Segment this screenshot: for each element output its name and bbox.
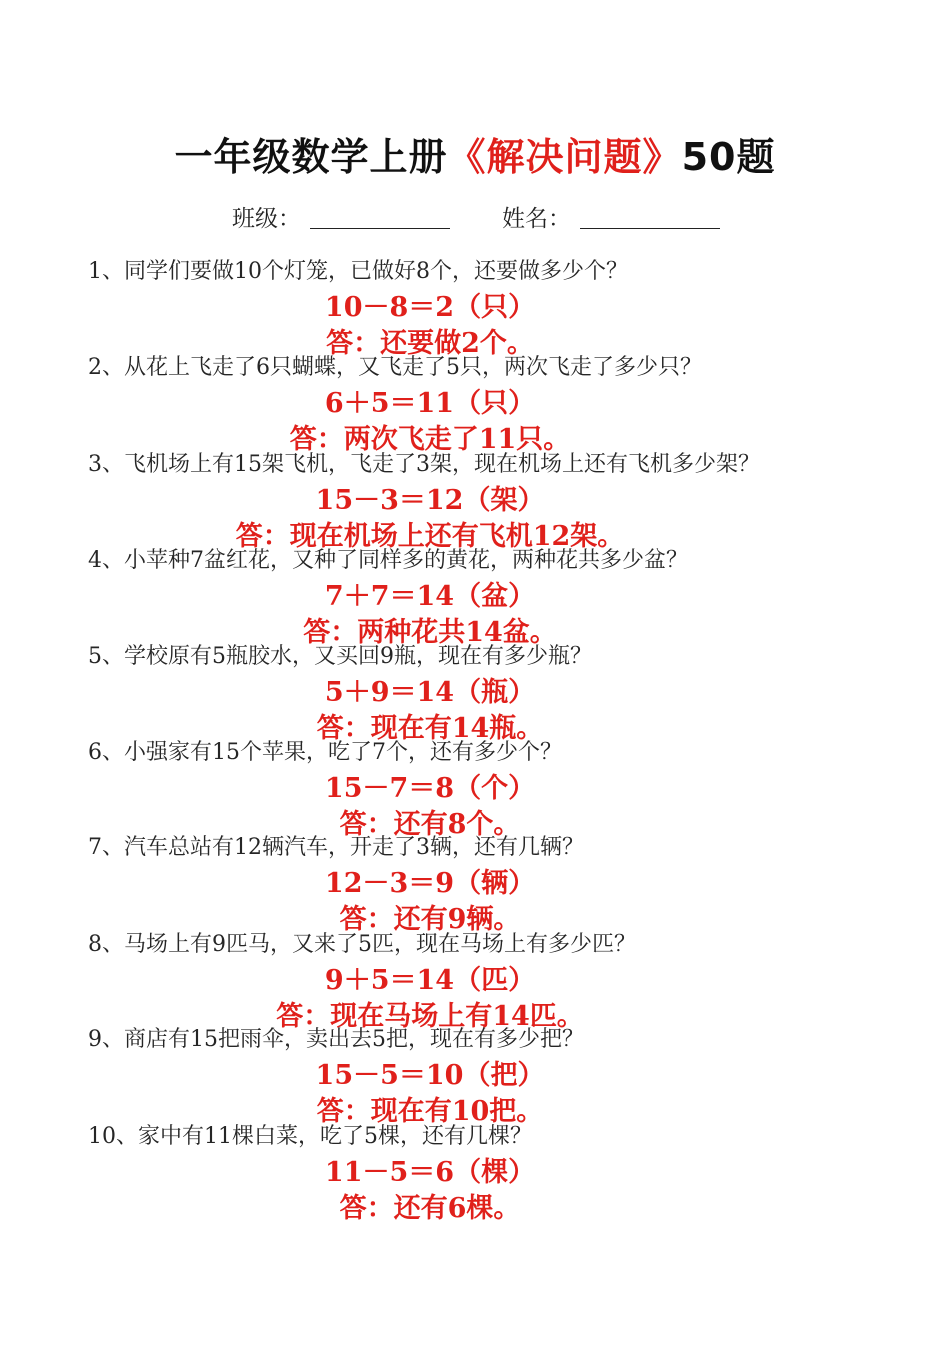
page-title bbox=[0, 126, 950, 181]
question-equation: 11－5＝6（棵） bbox=[324, 1157, 536, 1188]
student-info-row bbox=[0, 196, 950, 236]
question-answer: 答：现在有10把。 bbox=[316, 1096, 544, 1127]
question-answer: 答：两种花共14盆。 bbox=[303, 617, 557, 648]
question-answer: 答：现在有14瓶。 bbox=[316, 713, 544, 744]
question-text: 10、家中有11棵白菜，吃了5棵，还有几棵？ bbox=[88, 1124, 532, 1149]
question-text: 5、学校原有5瓶胶水，又买回9瓶，现在有多少瓶？ bbox=[88, 644, 592, 669]
question-equation: 12－3＝9（辆） bbox=[324, 868, 536, 899]
question-equation: 5＋9＝14（瓶） bbox=[324, 677, 536, 708]
question-answer: 答：还有6棵。 bbox=[339, 1193, 521, 1224]
question-equation: 7＋7＝14（盆） bbox=[324, 581, 536, 612]
class-label: 班级： bbox=[232, 206, 301, 232]
question-equation: 15－5＝10（把） bbox=[315, 1060, 545, 1091]
question-equation: 6＋5＝11（只） bbox=[324, 388, 536, 419]
question-answer: 答：还要做2个。 bbox=[326, 328, 534, 359]
title-tail: 50题 bbox=[681, 135, 776, 179]
question-text: 4、小苹种7盆红花，又种了同样多的黄花，两种花共多少盆？ bbox=[88, 548, 688, 573]
question-text: 2、从花上飞走了6只蝴蝶，又飞走了5只，两次飞走了多少只？ bbox=[88, 355, 702, 380]
title-main: 一年级数学上册 bbox=[174, 135, 448, 179]
question-text: 3、飞机场上有15架飞机，飞走了3架，现在机场上还有飞机多少架？ bbox=[88, 452, 760, 477]
question-text: 1、同学们要做10个灯笼，已做好8个，还要做多少个？ bbox=[88, 259, 628, 284]
question-text: 8、马场上有9匹马，又来了5匹，现在马场上有多少匹？ bbox=[88, 932, 636, 957]
question-answer: 答：还有8个。 bbox=[339, 809, 521, 840]
name-blank-line[interactable] bbox=[580, 228, 720, 229]
question-answer: 答：现在机场上还有飞机12架。 bbox=[235, 521, 625, 552]
question-equation: 10－8＝2（只） bbox=[324, 292, 536, 323]
class-blank-line[interactable] bbox=[310, 228, 450, 229]
question-text: 7、汽车总站有12辆汽车，开走了3辆，还有几辆？ bbox=[88, 835, 584, 860]
question-answer: 答：还有9辆。 bbox=[339, 904, 521, 935]
question-answer: 答：两次飞走了11只。 bbox=[289, 424, 571, 455]
title-highlight: 《解决问题》 bbox=[447, 135, 682, 179]
question-text: 6、小强家有15个苹果，吃了7个，还有多少个？ bbox=[88, 740, 562, 765]
question-answer: 答：现在马场上有14匹。 bbox=[276, 1001, 584, 1032]
question-equation: 15－7＝8（个） bbox=[324, 773, 536, 804]
question-equation: 9＋5＝14（匹） bbox=[324, 965, 536, 996]
question-equation: 15－3＝12（架） bbox=[315, 485, 545, 516]
question-text: 9、商店有15把雨伞，卖出去5把，现在有多少把？ bbox=[88, 1027, 584, 1052]
name-label: 姓名： bbox=[502, 206, 571, 232]
